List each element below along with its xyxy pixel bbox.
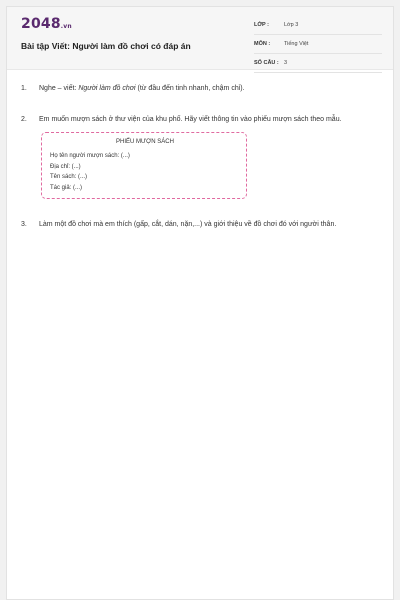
- question-text: Em muốn mượn sách ở thư viện của khu phố. Hãy viết thông tin vào phiếu mượn sách theo mẫu.: [39, 116, 342, 123]
- meta-value: Lớp 3: [284, 22, 299, 28]
- meta-value: 3: [284, 60, 288, 66]
- meta-row-question-count: [254, 57, 382, 73]
- meta-label: MÔN :: [254, 41, 271, 47]
- form-line: Tên sách: (...): [50, 174, 88, 180]
- meta-label: SỐ CÂU :: [254, 60, 279, 66]
- question-item: [21, 219, 383, 230]
- question-text-italic: Người làm đồ chơi: [78, 85, 136, 92]
- question-item: [21, 114, 383, 199]
- question-number: 2.: [21, 116, 27, 123]
- meta-info: [254, 19, 382, 76]
- meta-label: LỚP :: [254, 22, 269, 28]
- meta-row-class: [254, 19, 382, 35]
- form-title: PHIẾU MƯỢN SÁCH: [116, 139, 174, 145]
- form-line: Địa chỉ: (...): [50, 163, 81, 170]
- question-number: 1.: [21, 85, 27, 92]
- document-page: [6, 6, 394, 600]
- meta-row-subject: [254, 38, 382, 54]
- question-text-before: Nghe – viết:: [39, 85, 79, 92]
- logo-main: 2048: [21, 16, 61, 32]
- question-text: Làm một đồ chơi mà em thích (gấp, cắt, dán, nặn,...) và giới thiệu về đồ chơi đó với người thân.: [39, 221, 337, 228]
- question-list: [21, 83, 383, 230]
- loan-form-box: [41, 132, 247, 199]
- document-title: Bài tập Viết: Người làm đồ chơi có đáp án: [21, 41, 191, 51]
- question-item: [21, 83, 383, 94]
- question-number: 3.: [21, 221, 27, 228]
- meta-value: Tiếng Việt: [284, 41, 309, 47]
- site-logo[interactable]: [21, 16, 72, 32]
- document-header: [7, 7, 393, 70]
- form-line: Tác giả: (...): [50, 184, 83, 191]
- form-line: Họ tên người mượn sách: (...): [50, 153, 130, 159]
- question-text: [39, 83, 383, 94]
- logo-suffix: .vn: [60, 23, 72, 30]
- question-text-after: (từ đầu đến tinh nhanh, chậm chỉ).: [135, 85, 245, 92]
